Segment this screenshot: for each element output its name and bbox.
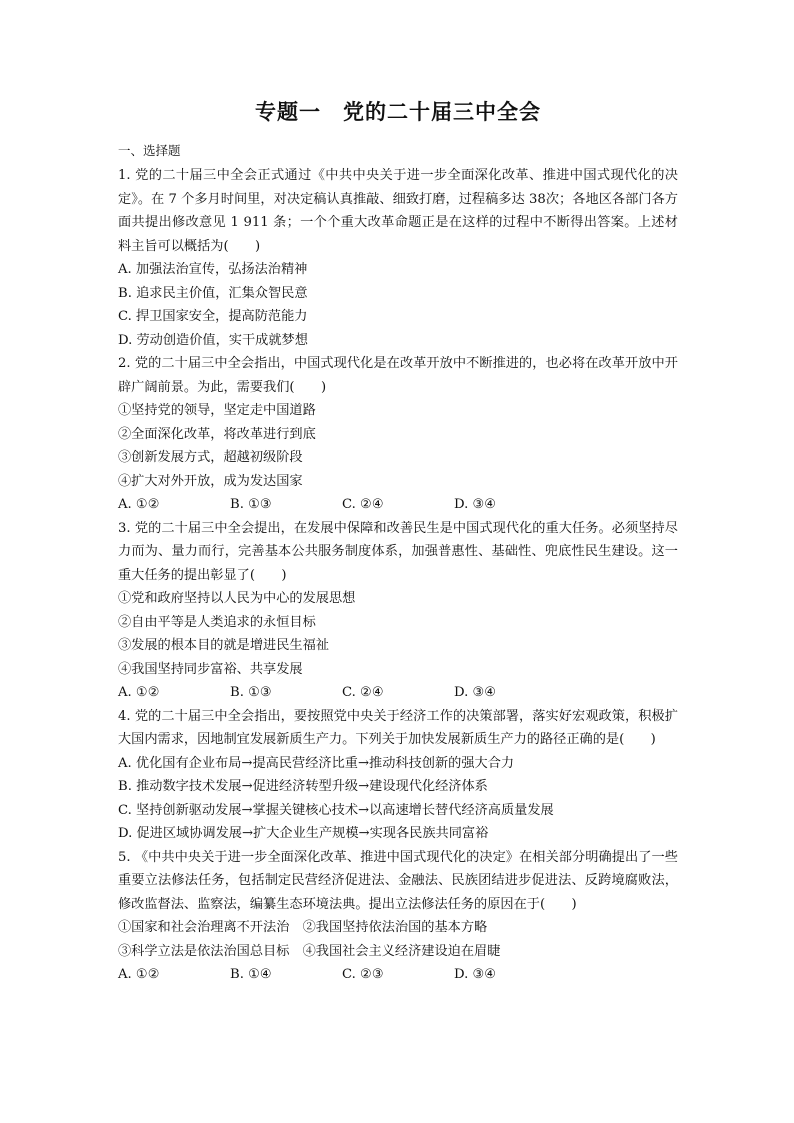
question-1-option-b: B. 追求民主价值，汇集众智民意: [118, 285, 308, 301]
question-3-item-3: ③发展的根本目的就是增进民生福祉: [118, 638, 329, 653]
question-3-option-c: C. ②④: [342, 685, 384, 700]
question-5-option-d: D. ③④: [454, 967, 497, 982]
question-4: [118, 705, 678, 846]
document-content: [118, 96, 678, 987]
question-1-stem: 1. 党的二十届三中全会正式通过《中共中央关于进一步全面深化改革、推进中国式现代化的决定》。在 7 个多月时间里，对决定稿认真推敲、细致打磨，过程稿多达 38次；各地区各部门各方面共提出修改意见 1 911 条；一个个重大改革命题正是在这样的过程中不断得出答案。上述材料主旨可以概括为( ): [118, 168, 678, 254]
question-5-items-line-2: ③科学立法是依法治国总目标 ④我国社会主义经济建设迫在眉睫: [118, 943, 501, 959]
question-5-option-b: B. ①④: [230, 967, 272, 982]
question-2-option-d: D. ③④: [454, 497, 497, 512]
question-3-stem: 3. 党的二十届三中全会提出，在发展中保障和改善民生是中国式现代化的重大任务。必须坚持尽力而为、量力而行，完善基本公共服务制度体系，加强普惠性、基础性、兜底性民生建设。这一重大任务的提出彰显了( ): [118, 520, 678, 583]
question-5-items-line-1: ①国家和社会治理离不开法治 ②我国坚持依法治国的基本方略: [118, 920, 488, 935]
question-2-option-a: A. ①②: [118, 497, 160, 512]
question-2-item-1: ①坚持党的领导，坚定走中国道路: [118, 403, 316, 418]
question-5-option-a: A. ①②: [118, 967, 160, 982]
question-1: [118, 164, 678, 352]
section-heading: 一、选择题: [118, 143, 181, 158]
question-4-option-b: B. 推动数字技术发展→促进经济转型升级→建设现代化经济体系: [118, 779, 488, 794]
question-4-option-a: A. 优化国有企业布局→提高民营经济比重→推动科技创新的强大合力: [118, 755, 515, 771]
question-3-option-a: A. ①②: [118, 685, 160, 700]
question-3-options: [118, 681, 678, 705]
question-3-option-d: D. ③④: [454, 685, 497, 700]
question-2-item-4: ④扩大对外开放，成为发达国家: [118, 473, 303, 489]
question-3: [118, 517, 678, 705]
question-2: [118, 352, 678, 517]
page-title: 专题一 党的二十届三中全会: [255, 100, 541, 124]
question-2-item-3: ③创新发展方式，超越初级阶段: [118, 450, 303, 465]
question-3-option-b: B. ①③: [230, 685, 272, 700]
question-5-option-c: C. ②③: [342, 967, 384, 982]
question-2-options: [118, 493, 678, 517]
question-5-options: [118, 963, 678, 987]
question-2-option-c: C. ②④: [342, 497, 384, 512]
question-2-item-2: ②全面深化改革，将改革进行到底: [118, 426, 316, 442]
question-4-option-c: C. 坚持创新驱动发展→掌握关键核心技术→以高速增长替代经济高质量发展: [118, 802, 554, 818]
question-5-stem: 5. 《中共中央关于进一步全面深化改革、推进中国式现代化的决定》在相关部分明确提出了一些重要立法修法任务，包括制定民营经济促进法、金融法、民族团结进步促进法、反跨境腐败法，修改监督法、监察法，编纂生态环境法典。提出立法修法任务的原因在于( ): [118, 849, 678, 912]
question-1-option-c: C. 捍卫国家安全，提高防范能力: [118, 309, 308, 324]
question-2-option-b: B. ①③: [230, 497, 272, 512]
question-1-option-d: D. 劳动创造价值，实干成就梦想: [118, 332, 308, 348]
question-4-option-d: D. 促进区域协调发展→扩大企业生产规模→实现各民族共同富裕: [118, 826, 489, 841]
question-5: [118, 846, 678, 987]
question-3-item-1: ①党和政府坚持以人民为中心的发展思想: [118, 591, 356, 606]
question-3-item-2: ②自由平等是人类追求的永恒目标: [118, 614, 316, 630]
question-3-item-4: ④我国坚持同步富裕、共享发展: [118, 661, 303, 677]
question-2-stem: 2. 党的二十届三中全会指出，中国式现代化是在改革开放中不断推进的，也必将在改革开放中开辟广阔前景。为此，需要我们( ): [118, 356, 678, 395]
question-4-stem: 4. 党的二十届三中全会指出，要按照党中央关于经济工作的决策部署，落实好宏观政策，积极扩大国内需求，因地制宜发展新质生产力。下列关于加快发展新质生产力的路径正确的是( ): [118, 708, 678, 747]
question-1-option-a: A. 加强法治宣传，弘扬法治精神: [118, 262, 308, 277]
